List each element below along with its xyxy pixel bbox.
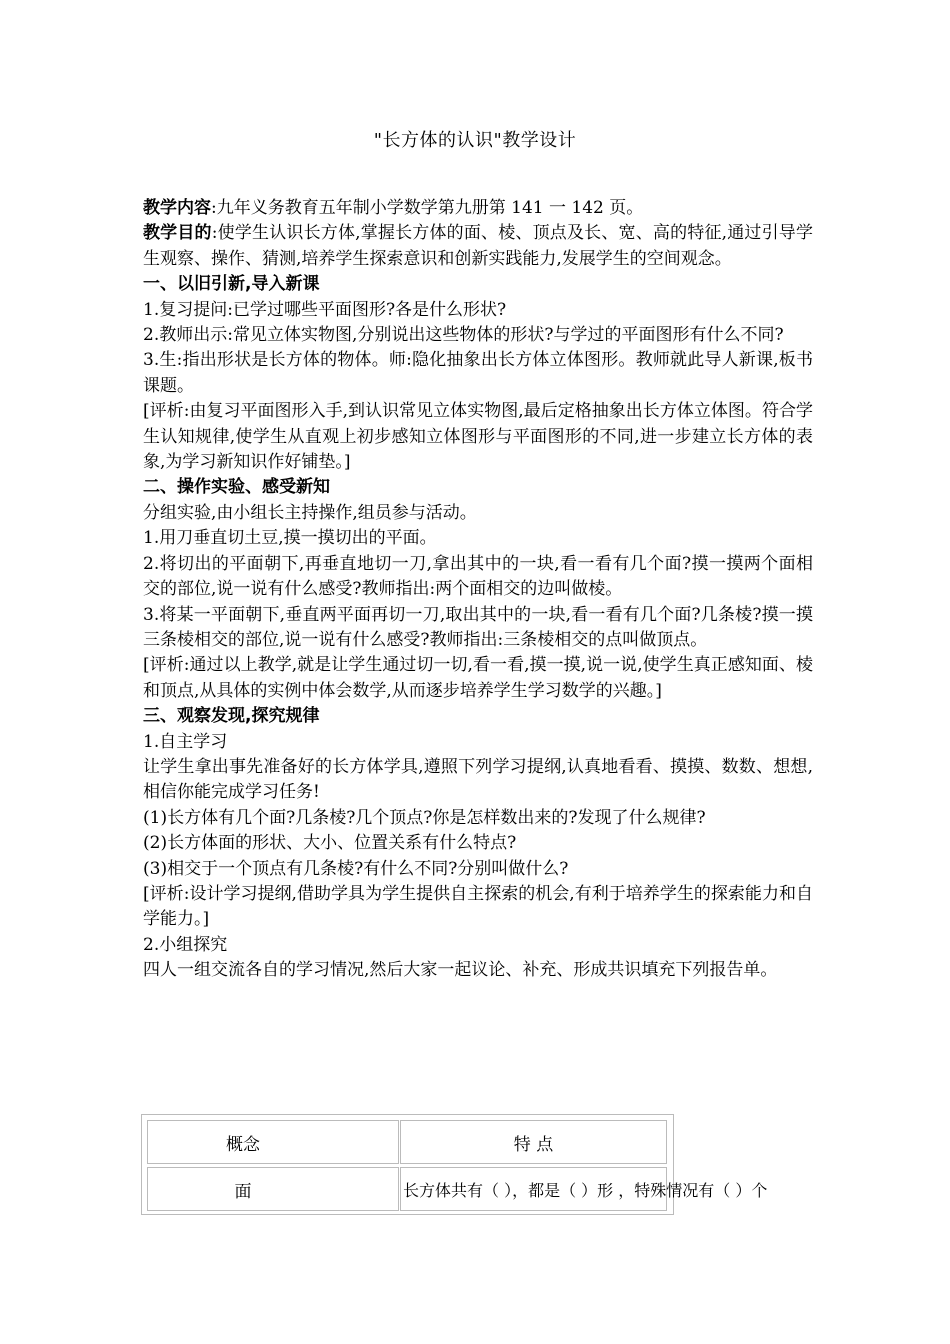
section3-heading: 三、观察发现,探究规律 bbox=[143, 706, 320, 727]
s2-paragraph-2: 2.将切出的平面朝下,再垂直地切一刀,拿出其中的一块,看一看有几个面?摸一摸两个面相交的部位,说一说有什么感受?教师指出:两个面相交的边叫做棱。 bbox=[143, 553, 813, 600]
s2-intro: 分组实验,由小组长主持操作,组员参与活动。 bbox=[143, 502, 477, 523]
s2-paragraph-1: 1.用刀垂直切土豆,摸一摸切出的平面。 bbox=[143, 528, 437, 549]
s3-paragraph-1: 让学生拿出事先准备好的长方体学具,遵照下列学习提纲,认真地看看、摸摸、数数、想想,相信你能完成学习任务! bbox=[143, 756, 813, 803]
table-row1-concept bbox=[147, 1167, 399, 1211]
s1-paragraph-3: 3.生:指出形状是长方体的物体。师:隐化抽象出长方体立体图形。教师就此导人新课,板书课题。 bbox=[143, 350, 813, 396]
document-title: "长方体的认识"教学设计 bbox=[373, 130, 577, 151]
s3-subheading-1: 1.自主学习 bbox=[143, 731, 228, 752]
report-table bbox=[141, 1114, 768, 1215]
table-row1-concept-text: 面 bbox=[234, 1181, 252, 1202]
table-row1-feature bbox=[400, 1167, 768, 1211]
s1-paragraph-1: 1.复习提问:已学过哪些平面图形?各是什么形状? bbox=[143, 299, 507, 320]
s3-paragraph-2: 四人一组交流各自的学习情况,然后大家一起议论、补充、形成共识填充下列报告单。 bbox=[143, 960, 778, 981]
section2-heading: 二、操作实验、感受新知 bbox=[143, 477, 330, 498]
document-body bbox=[143, 196, 813, 984]
table-row1-feature-text: 长方体共有（ ），都是（ ）形 ，特殊情况有（ ）个 bbox=[403, 1180, 768, 1200]
s2-comment: [评析:通过以上教学,就是让学生通过切一切,看一看,摸一摸,说一说,使学生真正感知面、棱和顶点,从具体的实例中体会数学,从而逐步培养学生学习数学的兴趣。] bbox=[143, 655, 813, 701]
s1-comment: [评析:由复习平面图形入手,到认识常见立体实物图,最后定格抽象出长方体立体图。符合学生认知规律,使学生从直观上初步感知立体图形与平面图形的不同,进一步建立长方体的表象,为学习新知识作好铺垫。] bbox=[143, 401, 813, 473]
s3-subheading-2: 2.小组探究 bbox=[143, 934, 228, 955]
s3-question-3: (3)相交于一个顶点有几条棱?有什么不同?分别叫做什么? bbox=[143, 858, 569, 879]
table-header-concept-text: 概念 bbox=[226, 1134, 260, 1155]
s1-paragraph-2: 2.教师出示:常见立体实物图,分别说出这些物体的形状?与学过的平面图形有什么不同? bbox=[143, 325, 784, 346]
teaching-content-paragraph bbox=[143, 196, 813, 221]
section1-heading: 一、以旧引新,导入新课 bbox=[143, 274, 320, 295]
teaching-goal-text: :使学生认识长方体,掌握长方体的面、棱、顶点及长、宽、高的特征,通过引导学生观察、操作、猜测,培养学生探索意识和创新实践能力,发展学生的空间观念。 bbox=[143, 223, 813, 269]
s2-paragraph-3: 3.将某一平面朝下,垂直两平面再切一刀,取出其中的一块,看一看有几个面?几条棱?摸一摸三条棱相交的部位,说一说有什么感受?教师指出:三条棱相交的点叫做顶点。 bbox=[143, 604, 813, 650]
s3-question-1: (1)长方体有几个面?几条棱?几个顶点?你是怎样数出来的?发现了什么规律? bbox=[143, 807, 706, 828]
teaching-goal-paragraph bbox=[143, 221, 813, 272]
teaching-content-text: :九年义务教育五年制小学数学第九册第 141 一 142 页。 bbox=[211, 198, 644, 218]
teaching-goal-label: 教学目的 bbox=[143, 223, 212, 244]
table-header-concept bbox=[147, 1120, 399, 1164]
teaching-content-label: 教学内容 bbox=[143, 198, 211, 218]
table-header-feature bbox=[400, 1120, 667, 1164]
table-header-feature-text: 特 点 bbox=[513, 1134, 554, 1155]
s3-question-2: (2)长方体面的形状、大小、位置关系有什么特点? bbox=[143, 833, 517, 854]
s3-comment: [评析:设计学习提纲,借助学具为学生提供自主探索的机会,有利于培养学生的探索能力和自学能力。] bbox=[143, 883, 813, 930]
